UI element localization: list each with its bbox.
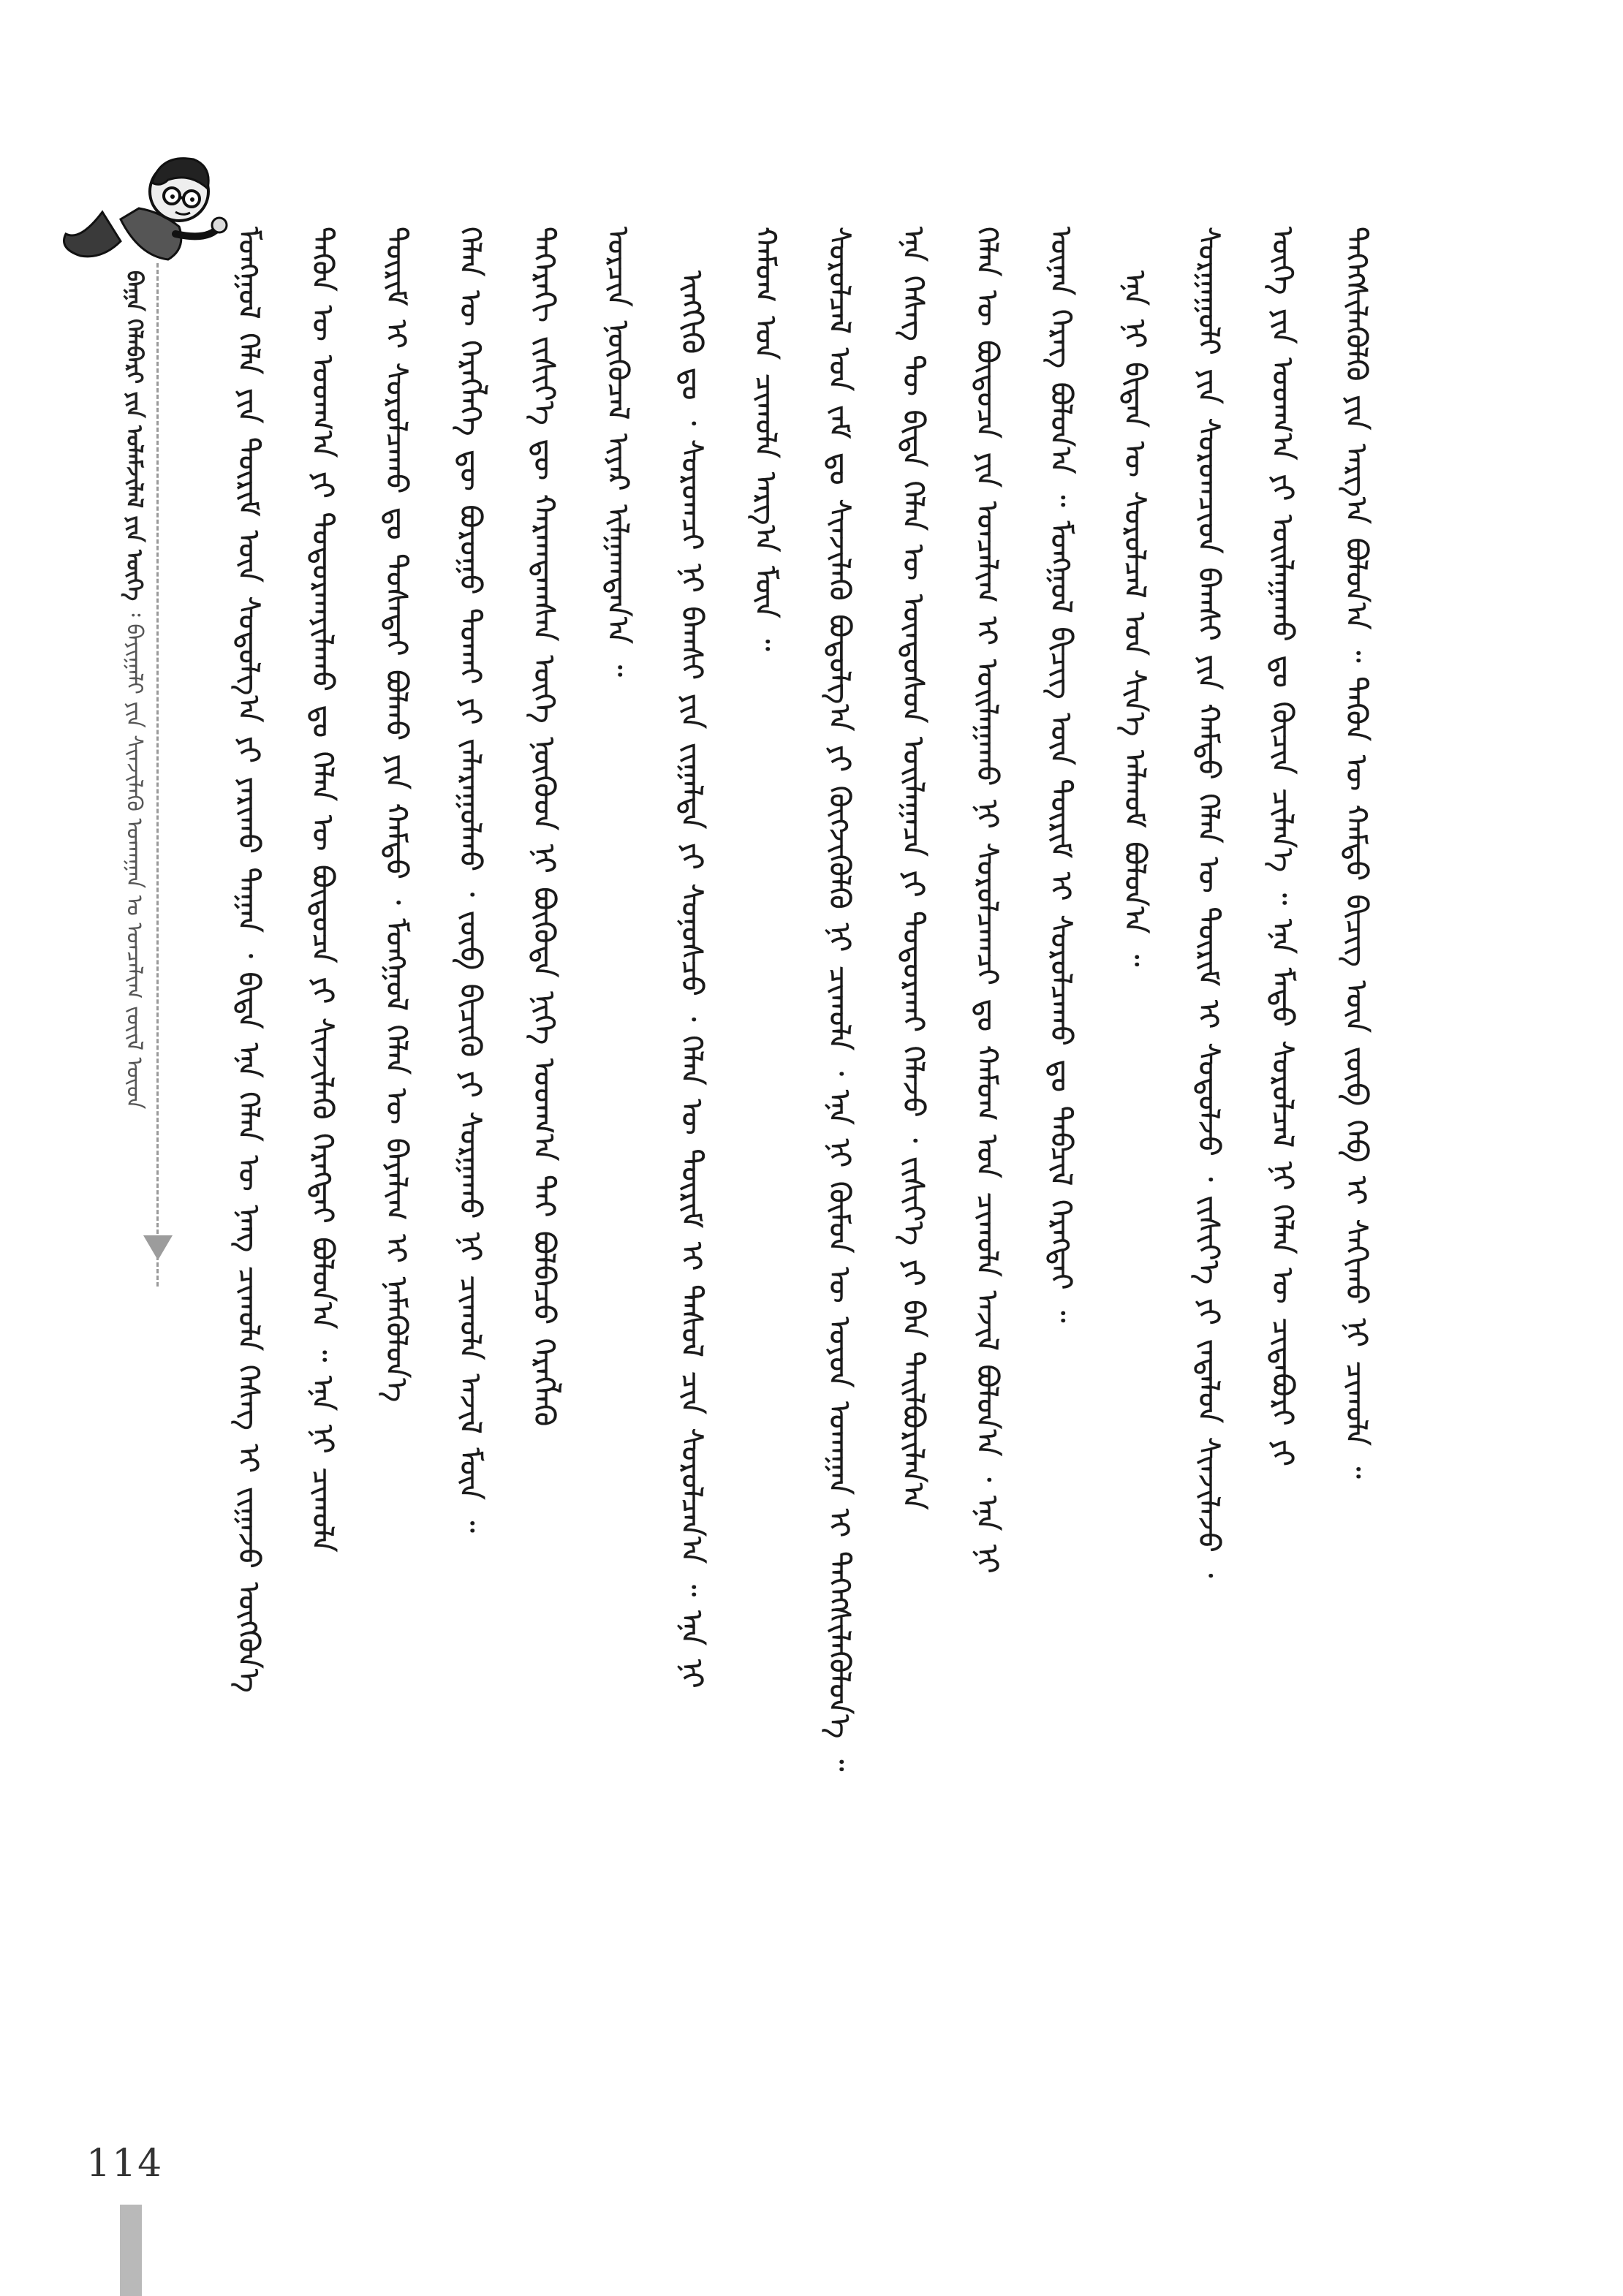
- text-column: ᠦᠨᠡᠨ ᠬᠡᠷᠡᠭ ᠪᠣᠯᠤᠨ᠎ᠠ ᠃ ᠮᠣᠩᠭᠣᠯ ᠪᠢᠴᠢᠭ ᠦᠨ ᠳᠦᠷᠢᠮ ᠢ ᠰᠤᠷᠤᠯᠴᠠᠬᠤ ᠳᠤ ᠲᠡᠪᠴᠢᠯ ᠬᠡᠷᠡᠭᠲᠡᠢ ᠃: [1044, 227, 1078, 1323]
- text-column: ᠰᠤᠷᠭᠠᠭᠤᠯᠢ ᠶᠢᠨ ᠰᠤᠷᠤᠭᠴᠢᠳ ᠪᠠᠭᠰᠢ ᠶᠢᠨ ᠬᠠᠮᠲᠤ ᠬᠡᠯᠡᠨ ᠦ ᠳᠦᠷᠢᠮ ᠢ ᠰᠤᠳᠤᠯᠵᠤ ᠂ ᠵᠢᠱᠢᠶ᠎ᠡ ᠶᠢ ᠵᠠᠳᠠᠯᠤᠨ ᠰᠢᠨᠵᠢᠯᠡᠵᠦ ᠂: [1192, 227, 1225, 1578]
- text-column: ᠡᠨᠡ ᠬᠡᠰᠡᠭ ᠲᠦ ᠪᠢᠳᠡ ᠬᠡᠯᠡᠨ ᠦ ᠦᠨᠳᠦᠰᠦᠨ ᠣᠢᠯᠠᠭᠠᠴᠠ ᠶᠢ ᠲᠣᠳᠣᠷᠬᠠᠢ ᠬᠡᠯᠡᠵᠦ ᠂ ᠵᠢᠱᠢᠶ᠎ᠡ ᠶᠢ ᠪᠡᠨ ᠲᠠᠢᠯᠪᠤᠷᠢᠯᠠᠨ᠎ᠠ: [896, 227, 930, 1510]
- running-head-title: ᠪᠠᠶᠢᠭᠠᠯᠢ ᠶᠢᠨ ᠰᠢᠨᠵᠢᠯᠡᠬᠦ ᠤᠬᠠᠭᠠᠨ ᠤ ᠣᠨᠴᠠᠯᠢᠭ ᠵᠦᠢᠯ ᠦᠳ: [121, 624, 147, 1110]
- text-column: ᠢᠩᠭᠢᠬᠦ ᠳᠤ ᠂ ᠰᠤᠷᠤᠭᠴᠢ ᠨᠢ ᠪᠠᠭᠰᠢ ᠶᠢᠨ ᠵᠢᠭᠠᠯᠲᠠ ᠶᠢ ᠰᠣᠨᠣᠰᠴᠤ ᠂ ᠬᠡᠯᠡᠨ ᠦ ᠳᠦᠷᠢᠮ ᠢ ᠳᠠᠰᠤᠯ ᠴᠢᠨ ᠰᠤᠷᠤᠯᠴᠠᠨ᠎ᠠ ᠃ ᠡᠨᠡ ᠨᠢ: [675, 270, 708, 1689]
- text-column: ᠮᠣᠩᠭᠣᠯ ᠬᠡᠯᠡ ᠶᠢᠨ ᠳᠦᠷᠢᠮ ᠦᠨ ᠰᠤᠳᠤᠯᠭ᠎ᠠ ᠶᠢ ᠶᠠᠷᠢᠬᠤ ᠳᠠᠭᠠᠨ ᠂ ᠪᠢᠳᠡ ᠡᠨᠡ ᠬᠡᠯᠡᠨ ᠦ ᠨᠡᠩ ᠴᠢᠬᠤᠯᠠ ᠬᠡᠰᠡᠭ ᠢ ᠵᠢᠭᠠᠵᠤ ᠦᠭᠭᠦᠨ᠎ᠡ: [232, 227, 265, 1693]
- text-column: ᠳᠡᠭᠡᠭᠰᠢᠯᠡᠭᠦᠯᠬᠦ ᠶᠢᠨ ᠠᠷᠭ᠎ᠠ ᠪᠣᠯᠤᠨ᠎ᠠ ᠃ ᠲᠡᠭᠦᠨ ᠦ ᠬᠠᠮᠲᠤ ᠪᠢᠴᠢᠭ ᠦᠨ ᠵᠥᠪ ᠬᠡᠪ ᠢ ᠰᠠᠬᠢᠬᠤ ᠨᠢ ᠴᠢᠬᠤᠯᠠ ᠃: [1339, 227, 1373, 1479]
- text-column: ᠳᠦᠷᠢᠮ ᠢ ᠰᠤᠷᠤᠯᠴᠠᠬᠤ ᠳᠤ ᠲᠤᠰᠠᠲᠠᠢ ᠪᠣᠯᠬᠤ ᠶᠢᠨ ᠬᠠᠮᠲᠤ ᠂ ᠮᠣᠩᠭᠣᠯ ᠬᠡᠯᠡᠨ ᠦ ᠪᠠᠶᠠᠯᠢᠭ ᠢ ᠨᠡᠮᠡᠭᠦᠯᠦᠨ᠎ᠡ: [379, 227, 413, 1403]
- margin-dashed-line: [156, 263, 159, 1287]
- triangle-marker-icon: [143, 1235, 173, 1260]
- page-number: 114: [86, 2142, 164, 2186]
- body-text: [219, 227, 1373, 2186]
- text-column: ᠬᠡᠯᠡᠨ ᠦ ᠬᠡᠷᠡᠭᠯᠡᠭᠡ ᠳᠦ ᠪᠤᠷᠤᠭᠤ ᠲᠤᠬᠠᠢ ᠶᠢ ᠵᠠᠯᠠᠷᠠᠭᠤᠯᠬᠤ ᠂ ᠵᠥᠪ ᠪᠢᠴᠢᠬᠦ ᠶᠢ ᠰᠤᠷᠭᠠᠬᠤ ᠨᠢ ᠴᠢᠬᠤᠯᠠ ᠠᠵᠢᠯ ᠮᠥᠨ ᠃: [453, 227, 487, 1533]
- text-column: ᠦᠭᠡ ᠶᠢᠨ ᠤᠳᠬ᠎ᠠ ᠶᠢ ᠣᠢᠯᠠᠭᠠᠬᠤ ᠳᠤ ᠬᠦᠴᠢᠨ ᠴᠢᠯᠡᠨ᠎ᠡ ᠃ ᠡᠨᠡ ᠮᠡᠲᠦ ᠰᠤᠷᠤᠯᠴᠠᠯ ᠨᠢ ᠬᠡᠯᠡᠨ ᠦ ᠴᠢᠳᠠᠪᠤᠷᠢ ᠶᠢ: [1266, 227, 1299, 1466]
- text-column: ᠬᠡᠯᠡᠨ ᠦ ᠪᠦᠲᠦᠴᠡ ᠶᠢᠨ ᠣᠨᠴᠠᠯᠢᠭ ᠢ ᠣᠢᠯᠠᠭᠠᠬᠤ ᠨᠢ ᠰᠤᠷᠤᠯᠴᠠᠭᠴᠢ ᠳᠤ ᠬᠠᠮᠤᠭ ᠤᠨ ᠴᠢᠬᠤᠯᠠ ᠠᠵᠢᠯ ᠪᠣᠯᠤᠨ᠎ᠠ ᠂ ᠡᠨᠡ ᠨᠢ: [970, 227, 1004, 1574]
- text-column: ᠲᠡᠭᠦᠨ ᠦ ᠤᠳᠬ᠎ᠠ ᠶᠢ ᠲᠣᠳᠣᠷᠬᠠᠶᠢᠯᠠᠬᠤ ᠳᠤ ᠬᠡᠯᠡᠨ ᠦ ᠪᠦᠲᠦᠴᠡ ᠶᠢ ᠰᠢᠨᠵᠢᠯᠡᠬᠦ ᠬᠡᠷᠡᠭᠲᠡᠢ ᠪᠣᠯᠣᠨ᠎ᠠ ᠃ ᠡᠨᠡ ᠨᠢ ᠴᠢᠬᠤᠯᠠ: [306, 227, 339, 1553]
- running-head: ᠪᠠᠭᠠ ᠬᠡᠯᠡᠪᠡᠷᠢ ᠶᠢᠨ ᠤᠯᠠᠮᠵᠢᠯᠠᠯ ᠶᠢᠨ ᠦᠭᠡ ᠄ ᠪᠠᠶᠢᠭᠠᠯᠢ ᠶᠢᠨ ᠰᠢᠨᠵᠢᠯᠡᠬᠦ ᠤᠬᠠᠭᠠᠨ ᠤ ᠣᠨᠴᠠᠯᠢᠭ ᠵᠦᠢᠯ ᠦᠳ: [121, 270, 147, 1110]
- text-column: ᠡᠨᠡ ᠨᠢ ᠪᠢᠳᠡᠨ ᠦ ᠰᠤᠷᠤᠯᠴᠠᠯ ᠤᠨ ᠰᠢᠨ᠎ᠡ ᠠᠯᠬᠤᠮ ᠪᠣᠯᠤᠨ᠎ᠠ ᠃: [1118, 270, 1151, 967]
- text-column: ᠬᠠᠮᠤᠭ ᠤᠨ ᠴᠢᠬᠤᠯᠠ ᠠᠷᠭ᠎ᠠ ᠮᠥᠨ ᠃: [749, 227, 782, 651]
- cartoon-boy-icon: [51, 132, 227, 292]
- text-column: ᠣᠷᠴᠢᠨ ᠨᠥᠬᠦᠴᠡᠯ ᠢᠶᠡᠷ ᠢᠯᠭᠠᠭᠳᠠᠨ᠎ᠠ ᠃: [601, 227, 635, 677]
- text-column: ᠰᠤᠷᠤᠯᠴᠠᠯ ᠤᠨ ᠵᠠᠮ ᠳᠤ ᠰᠢᠨᠵᠢᠯᠡᠬᠦ ᠪᠣᠳᠣᠯᠭ᠎ᠠ ᠶᠢ ᠬᠥᠭᠵᠢᠭᠦᠯᠬᠦ ᠨᠢ ᠴᠢᠬᠤᠯᠠ ᠂ ᠡᠨᠡ ᠨᠢ ᠬᠦᠮᠦᠨ ᠦ ᠣᠶᠤᠨ ᠤᠬᠠᠭᠠᠨ ᠢ ᠳᠡᠭᠡᠭᠰᠢᠯᠡᠭᠦᠯᠦᠨ᠎ᠡ ᠃: [822, 227, 856, 1772]
- text-column: ᠳᠡᠭᠡᠷᠡᠬᠢ ᠵᠢᠱᠢᠶ᠎ᠡ ᠳᠦ ᠬᠠᠷᠠᠭᠳᠠᠭᠰᠠᠨ ᠦᠭᠡ ᠨᠦᠭᠦᠳ ᠨᠢ ᠪᠦᠭᠦᠳᠡ ᠨᠢᠭᠡ ᠤᠳᠬ᠎ᠠ ᠲᠠᠢ ᠪᠣᠯᠪᠠᠴᠤ ᠬᠡᠷᠡᠭᠯᠡᠬᠦ: [527, 227, 561, 1427]
- running-head-highlight: ᠪᠠᠭᠠ ᠬᠡᠯᠡᠪᠡᠷᠢ ᠶᠢᠨ ᠤᠯᠠᠮᠵᠢᠯᠠᠯ ᠶᠢᠨ ᠦᠭᠡ: [121, 270, 147, 602]
- page-tab-bar: [120, 2205, 142, 2296]
